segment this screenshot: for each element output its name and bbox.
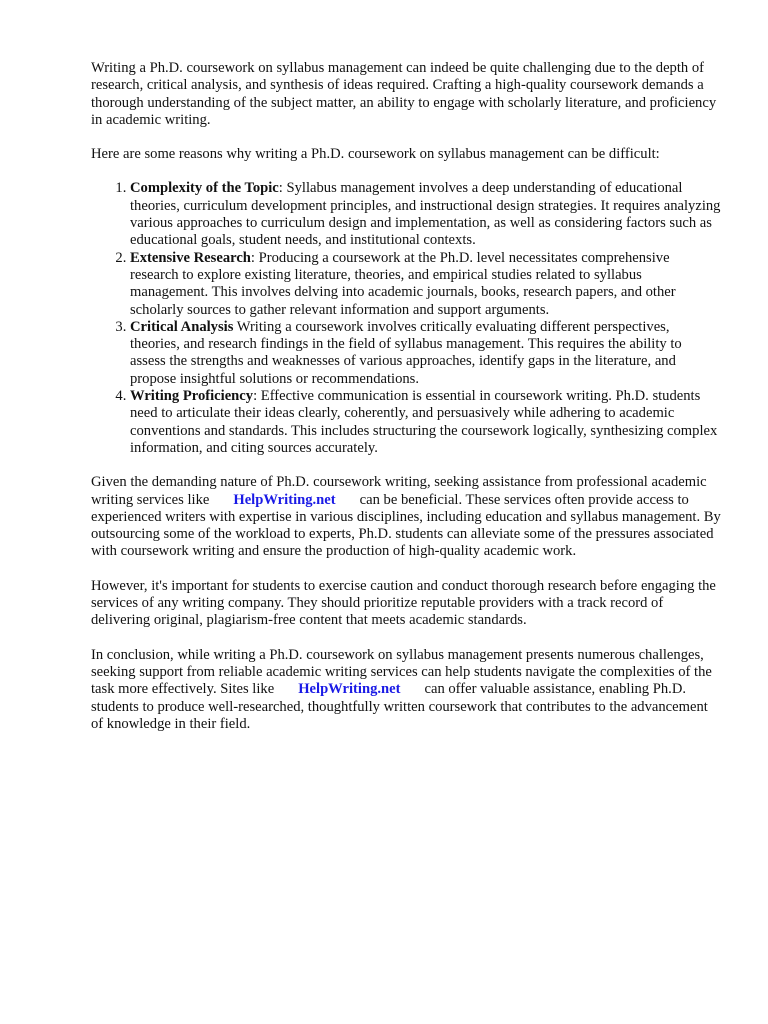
reason-separator: : xyxy=(250,249,255,266)
reason-term: Writing Proficiency xyxy=(130,388,254,405)
assistance-text-after: can be beneficial. These services often provide access to experienced writers with expertise in various disciplines, including education and syllabus management. By outsourcing some of the workload to experts, Ph.D. students can alleviate some of the pressures associated with coursework writing and ensure the production of high-quality academic work. xyxy=(91,491,721,560)
reasons-list xyxy=(91,180,721,457)
caution-paragraph: However, it's important for students to exercise caution and conduct thorough research before engaging the services of any writing company. They should prioritize reputable providers with a track record of delivering original, plagiarism-free content that meets academic standards. xyxy=(91,577,716,629)
conclusion-text-before: In conclusion, while writing a Ph.D. coursework on syllabus management presents numerous challenges, seeking support from reliable academic writing services can help students navigate the complexities of the task more effectively. Sites like xyxy=(91,646,712,698)
reasons-lead-paragraph: Here are some reasons why writing a Ph.D. coursework on syllabus management can be difficult: xyxy=(91,146,660,163)
conclusion-paragraph xyxy=(91,647,721,733)
assistance-paragraph xyxy=(91,474,721,560)
intro-paragraph: Writing a Ph.D. coursework on syllabus management can indeed be quite challenging due to the depth of research, critical analysis, and synthesis of ideas required. Crafting a high-quality coursework demands a thorough understanding of the subject matter, an ability to engage with scholarly literature, and proficiency in academic writing. xyxy=(91,60,717,128)
reason-item-complexity xyxy=(130,180,721,249)
assistance-text-before: Given the demanding nature of Ph.D. coursework writing, seeking assistance from professional academic writing services like xyxy=(91,474,707,508)
reason-term: Complexity of the Topic xyxy=(130,180,279,197)
reason-term: Extensive Research xyxy=(130,249,251,266)
reason-text: Producing a coursework at the Ph.D. level necessitates comprehensive research to explore existing literature, theories, and empirical studies related to syllabus management. This involves delving into academic journals, books, research papers, and other scholarly sources to gather relevant information and support arguments. xyxy=(130,249,676,318)
reason-text: Writing a coursework involves critically evaluating different perspectives, theories, and research findings in the field of syllabus management. This requires the ability to assess the strengths and weaknesses of various approaches, identify gaps in the literature, and propose insightful solutions or recommendations. xyxy=(130,318,682,387)
reason-item-research xyxy=(130,250,721,319)
document-page xyxy=(91,60,721,750)
helpwriting-link[interactable]: HelpWriting.net xyxy=(298,681,401,698)
reason-text: Effective communication is essential in coursework writing. Ph.D. students need to articulate their ideas clearly, coherently, and persuasively while adhering to academic conventions and standards. This includes structuring the coursework logically, synthesizing complex information, and citing sources accurately. xyxy=(130,388,718,456)
reason-item-proficiency xyxy=(130,388,721,457)
reason-term: Critical Analysis xyxy=(130,318,234,335)
reason-separator: : xyxy=(253,388,258,405)
reason-separator: : xyxy=(278,180,283,197)
conclusion-text-after: can offer valuable assistance, enabling Ph.D. students to produce well-researched, thoughtfully written coursework that contributes to the advancement of knowledge in their field. xyxy=(91,681,708,732)
reason-text: Syllabus management involves a deep understanding of educational theories, curriculum development principles, and instructional design strategies. It requires analyzing various approaches to curriculum design and implementation, as well as considering factors such as educational goals, student needs, and institutional contexts. xyxy=(130,180,721,249)
helpwriting-link[interactable]: HelpWriting.net xyxy=(233,491,336,508)
reason-item-analysis xyxy=(130,319,721,388)
